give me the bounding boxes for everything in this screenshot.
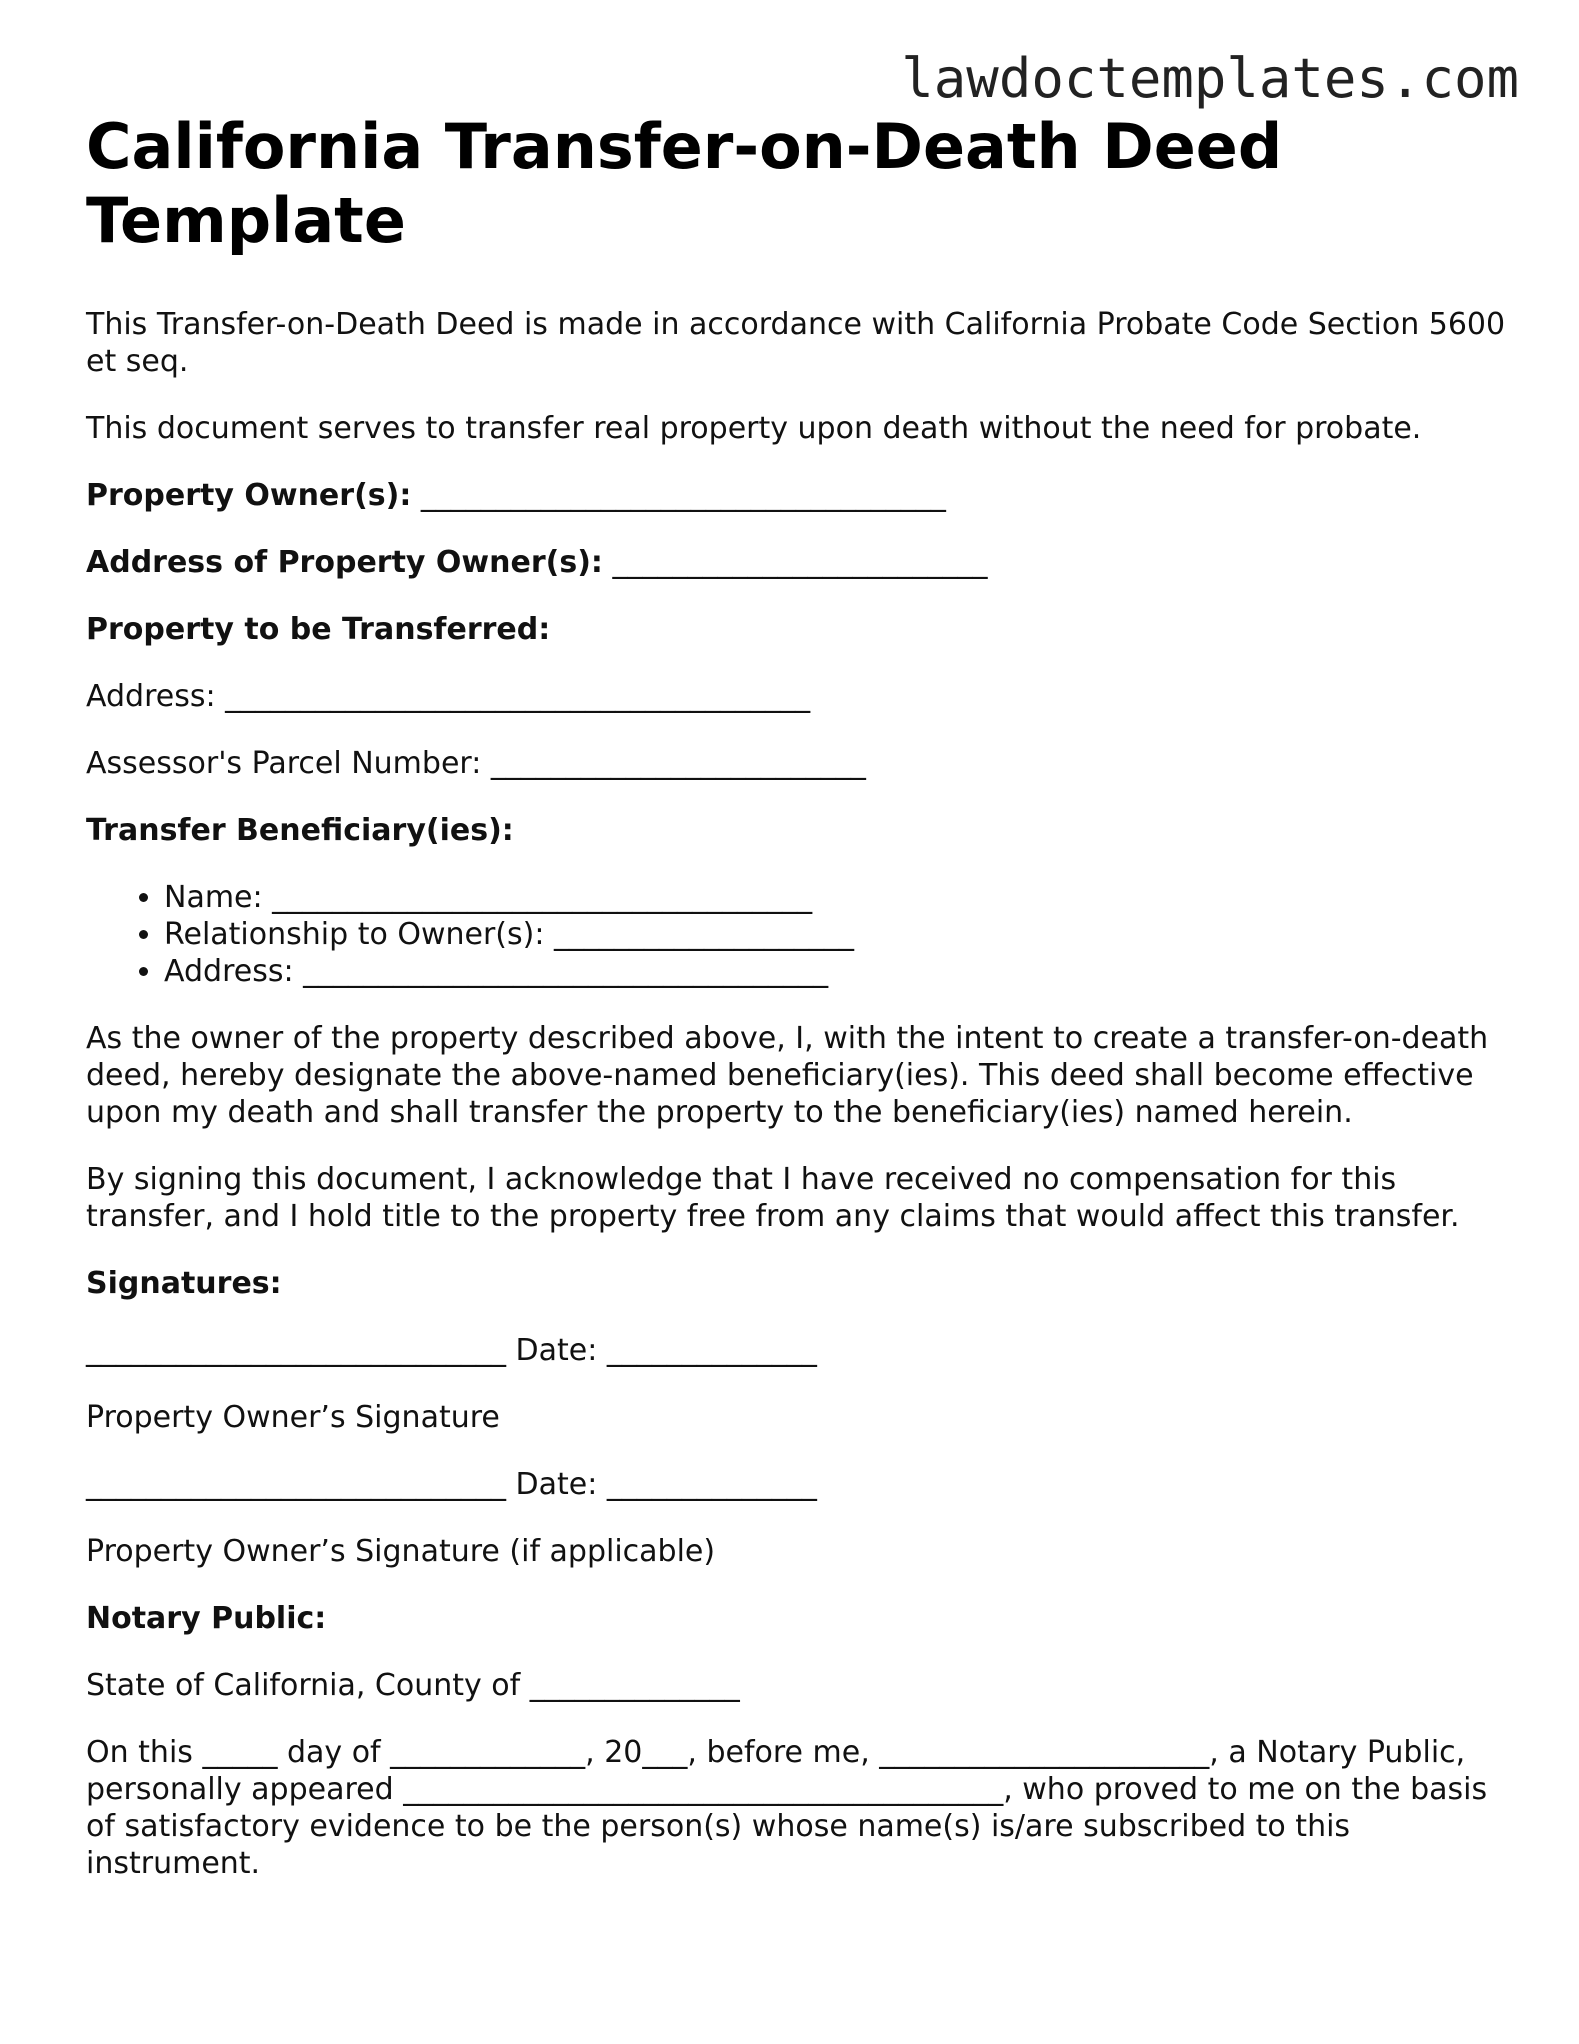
beneficiaries-heading: Transfer Beneficiary(ies): (86, 813, 514, 848)
intro-paragraph-1: This Transfer-on-Death Deed is made in accordance with California Probate Code Section 5600 et seq. (86, 307, 1506, 379)
date-blank-2[interactable]: ______________ (606, 1467, 817, 1502)
date-label-2: Date: (515, 1467, 598, 1502)
list-item (164, 916, 1506, 953)
beneficiary-relationship-label: Relationship to Owner(s): (164, 917, 545, 952)
owner-address-line (86, 544, 1506, 581)
signatures-heading: Signatures: (86, 1266, 282, 1301)
apn-label: Assessor's Parcel Number: (86, 746, 482, 781)
apn-line (86, 745, 1506, 782)
property-heading: Property to be Transferred: (86, 612, 551, 647)
owner-address-blank[interactable]: _________________________ (612, 545, 988, 580)
beneficiary-name-label: Name: (164, 880, 263, 915)
apn-blank[interactable]: _________________________ (490, 746, 866, 781)
property-address-blank[interactable]: _______________________________________ (225, 679, 811, 714)
intro-paragraph-2: This document serves to transfer real property upon death without the need for probate. (86, 411, 1422, 446)
owner-address-label: Address of Property Owner(s): (86, 545, 603, 580)
list-item (164, 879, 1506, 916)
beneficiary-address-label: Address: (164, 954, 294, 989)
date-blank-1[interactable]: ______________ (606, 1333, 817, 1368)
signature-caption-1: Property Owner’s Signature (86, 1400, 500, 1435)
property-address-label: Address: (86, 679, 216, 714)
property-owner-label: Property Owner(s): (86, 478, 412, 513)
signature-blank-2[interactable]: ____________________________ (86, 1467, 506, 1502)
beneficiary-name-blank[interactable]: ____________________________________ (272, 880, 813, 915)
signature-caption-2: Property Owner’s Signature (if applicable) (86, 1534, 716, 1569)
signature-line-2 (86, 1466, 1506, 1503)
notary-county-line: State of California, County of ______________ (86, 1668, 740, 1703)
date-label-1: Date: (515, 1333, 598, 1368)
watermark-text: lawdoctemplates.com (901, 47, 1519, 110)
beneficiaries-list (86, 879, 1506, 990)
beneficiary-address-blank[interactable]: ___________________________________ (303, 954, 829, 989)
property-owner-blank[interactable]: ___________________________________ (420, 478, 946, 513)
document-title: California Transfer-on-Death Deed Template (86, 110, 1283, 257)
designation-paragraph: As the owner of the property described above, I, with the intent to create a transfer-on-death deed, hereby designate the above-named beneficiary(ies). This deed shall become effective upon my death and shall transfer the property to the beneficiary(ies) named herein. (86, 1021, 1489, 1130)
document-page (86, 110, 1506, 1912)
beneficiary-relationship-blank[interactable]: ____________________ (554, 917, 854, 952)
notary-heading: Notary Public: (86, 1601, 327, 1636)
signature-blank-1[interactable]: ____________________________ (86, 1333, 506, 1368)
property-owner-line (86, 477, 1506, 514)
property-address-line (86, 678, 1506, 715)
list-item (164, 953, 1506, 990)
acknowledgment-paragraph: By signing this document, I acknowledge that I have received no compensation for this transfer, and I hold title to the property free from any claims that would affect this transfer. (86, 1162, 1460, 1234)
signature-line-1 (86, 1332, 1506, 1369)
notary-statement: On this _____ day of _____________, 20___, before me, ______________________, a Notary Public, personally appeared ________________________________________, who proved to me on the basis of satisfactory evidence to be the person(s) whose name(s) is/are subscribed to this instrument. (86, 1735, 1488, 1881)
